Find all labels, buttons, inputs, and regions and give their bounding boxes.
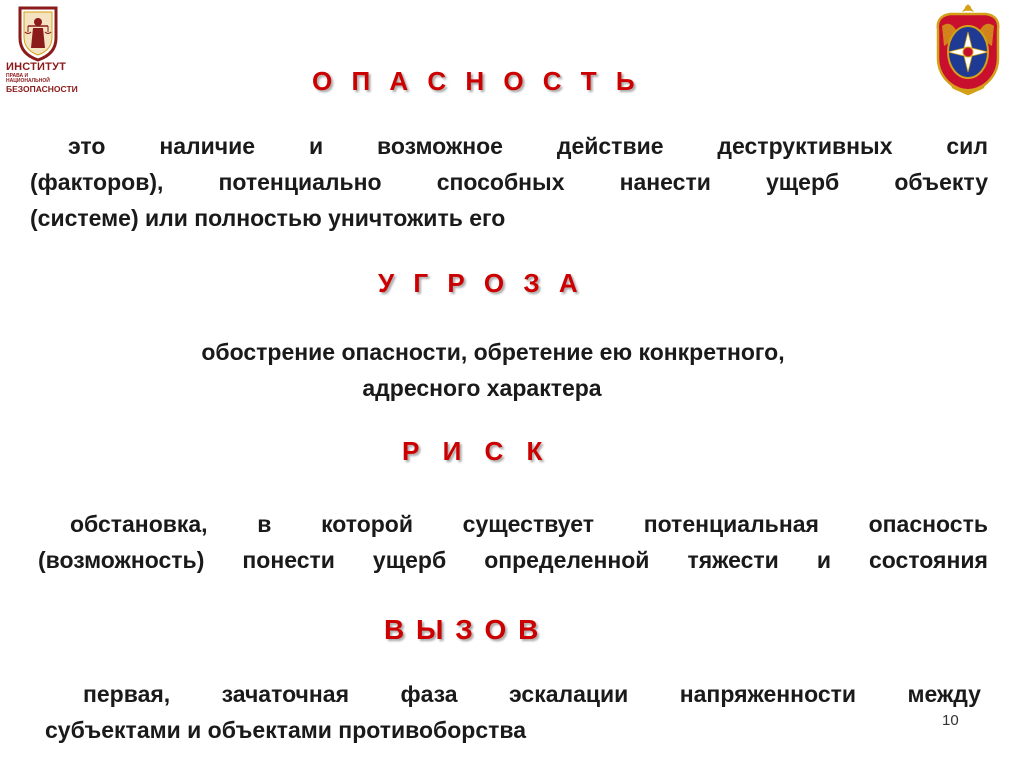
word: фаза <box>400 681 458 707</box>
heading-challenge: В Ы З О В <box>384 614 541 645</box>
word: первая, <box>83 681 171 707</box>
page-number: 10 <box>942 712 959 729</box>
word: обстановка, <box>70 511 208 537</box>
heading-danger: О П А С Н О С Т Ь <box>312 66 641 96</box>
word: это <box>68 133 106 159</box>
word: способных <box>436 169 565 195</box>
definition-risk <box>38 506 988 578</box>
logo-line-2: ПРАВА И НАЦИОНАЛЬНОЙ <box>6 73 50 84</box>
definition-risk-line-1 <box>38 506 988 542</box>
definition-challenge-line-1 <box>45 676 981 712</box>
word: существует <box>462 511 595 537</box>
justice-shield-icon <box>16 4 60 62</box>
word: потенциальная <box>643 511 819 537</box>
definition-danger <box>30 128 988 236</box>
logo-line-1: ИНСТИТУТ <box>6 61 67 73</box>
word: (возможность) <box>38 547 205 573</box>
institute-logo-text <box>6 61 78 94</box>
word: наличие <box>159 133 256 159</box>
heading-threat: У Г Р О З А <box>378 268 584 298</box>
word: опасность <box>868 511 988 537</box>
word: тяжести <box>687 547 779 573</box>
word: которой <box>321 511 413 537</box>
definition-threat-line-1: обострение опасности, обретение ею конкретного, <box>201 339 785 365</box>
word: потенциально <box>218 169 382 195</box>
word: зачаточная <box>221 681 349 707</box>
word: напряженности <box>679 681 857 707</box>
definition-threat <box>0 334 1024 406</box>
word: нанести <box>619 169 711 195</box>
word: и <box>308 133 324 159</box>
word: ущерб <box>372 547 447 573</box>
word: эскалации <box>509 681 629 707</box>
coat-of-arms-icon <box>932 2 1004 98</box>
logo-line-3: БЕЗОПАСНОСТИ <box>6 84 78 94</box>
definition-danger-line-2 <box>30 164 988 200</box>
definition-challenge-line-2: субъектами и объектами противоборства <box>45 717 527 743</box>
definition-threat-line-2: адресного характера <box>362 375 602 401</box>
institute-logo <box>6 4 78 96</box>
word: действие <box>556 133 664 159</box>
word: объекту <box>894 169 988 195</box>
word: в <box>257 511 272 537</box>
definition-risk-line-2 <box>38 542 988 578</box>
word: возможное <box>377 133 503 159</box>
word: определенной <box>484 547 650 573</box>
definition-danger-line-3: (системе) или полностью уничтожить его <box>30 205 506 231</box>
definition-challenge <box>45 676 981 748</box>
heading-risk: Р И С К <box>402 436 551 466</box>
word: и <box>816 547 831 573</box>
word: между <box>907 681 981 707</box>
word: деструктивных <box>717 133 893 159</box>
word: состояния <box>869 547 988 573</box>
word: ущерб <box>765 169 840 195</box>
definition-danger-line-1 <box>30 128 988 164</box>
word: (факторов), <box>30 169 164 195</box>
word: сил <box>946 133 988 159</box>
word: понести <box>242 547 335 573</box>
